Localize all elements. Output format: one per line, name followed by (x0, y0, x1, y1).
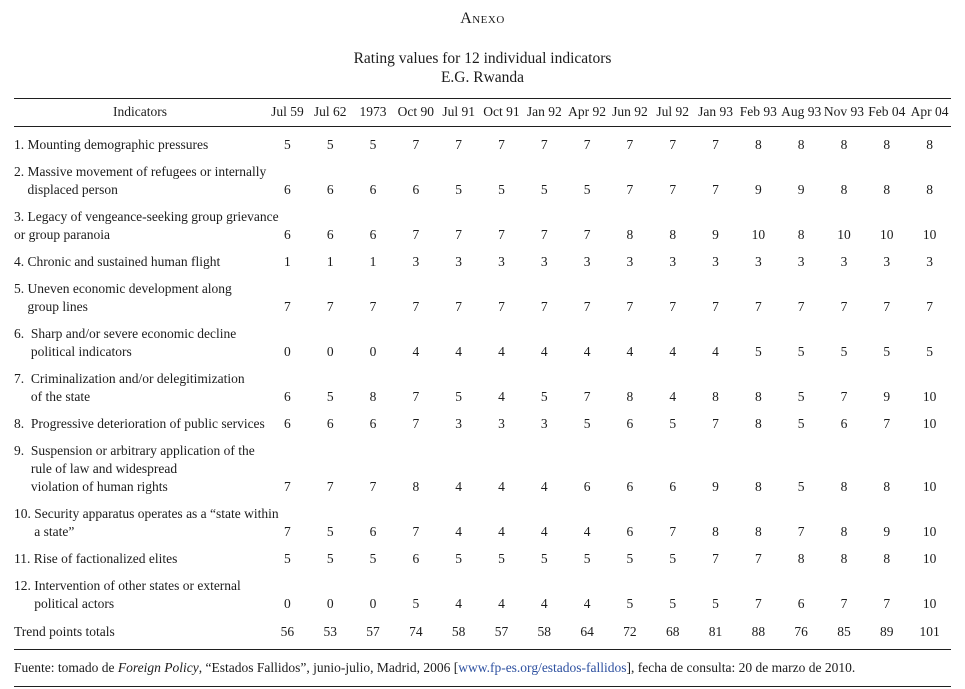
table-row (14, 199, 951, 244)
rating-value: 8 (883, 182, 891, 197)
rating-value: 8 (840, 551, 848, 566)
rating-value: 5 (583, 416, 591, 431)
source-text: Fuente: tomado de (14, 660, 118, 675)
rating-value: 7 (540, 227, 548, 242)
rating-value: 7 (797, 299, 805, 314)
total-value: 76 (780, 613, 823, 650)
source-note (14, 659, 951, 687)
rating-value: 5 (326, 389, 334, 404)
table-title-line2: E.G. Rwanda (440, 69, 525, 86)
column-header: Jan 92 (526, 104, 562, 119)
totals-row (14, 613, 951, 650)
rating-value: 7 (583, 227, 591, 242)
total-value: 85 (823, 613, 866, 650)
rating-value: 3 (412, 254, 420, 269)
totals-label: Trend points totals (14, 613, 266, 650)
rating-value: 7 (583, 137, 591, 152)
rating-value: 7 (626, 299, 634, 314)
rating-value: 9 (797, 182, 805, 197)
indicator-label: 1. Mounting demographic pressures (14, 137, 209, 152)
table-row (14, 433, 951, 496)
rating-value: 4 (540, 344, 548, 359)
rating-value: 7 (626, 182, 634, 197)
table-row (14, 361, 951, 406)
rating-value: 4 (455, 479, 463, 494)
rating-value: 0 (326, 344, 334, 359)
rating-value: 3 (797, 254, 805, 269)
table-title-line1: Rating values for 12 individual indicators (353, 50, 612, 67)
rating-value: 7 (840, 299, 848, 314)
rating-value: 7 (284, 479, 291, 494)
source-text: , “Estados Fallidos”, junio-julio, Madrid, 2006 [ (198, 660, 459, 675)
column-header: Jun 92 (612, 104, 648, 119)
column-header: Apr 04 (910, 104, 949, 119)
rating-value: 3 (498, 254, 505, 269)
table-row (14, 568, 951, 613)
rating-value: 10 (751, 227, 766, 242)
rating-value: 3 (455, 254, 463, 269)
rating-value: 5 (326, 137, 334, 152)
rating-value: 4 (455, 524, 463, 539)
rating-value: 6 (412, 551, 420, 566)
rating-value: 5 (797, 416, 805, 431)
rating-value: 5 (540, 551, 548, 566)
column-header: Apr 92 (568, 104, 607, 119)
indicator-label: 12. Intervention of other states or external political actors (14, 578, 241, 611)
rating-value: 7 (669, 524, 677, 539)
rating-value: 8 (754, 389, 762, 404)
rating-value: 3 (583, 254, 591, 269)
rating-value: 5 (926, 344, 933, 359)
rating-value: 7 (412, 416, 420, 431)
rating-value: 5 (669, 416, 677, 431)
rating-value: 7 (326, 299, 334, 314)
rating-value: 5 (797, 344, 805, 359)
column-header: Oct 91 (483, 104, 520, 119)
table-row (14, 316, 951, 361)
source-text: ], fecha de consulta: 20 de marzo de 2010. (626, 660, 856, 675)
indicators-table (14, 98, 951, 650)
rating-value: 8 (754, 137, 762, 152)
rating-value: 8 (754, 524, 762, 539)
rating-value: 7 (284, 524, 291, 539)
rating-value: 8 (926, 182, 933, 197)
rating-value: 7 (455, 299, 463, 314)
rating-value: 4 (712, 344, 719, 359)
indicator-label: 10. Security apparatus operates as a “state within a state” (14, 506, 279, 539)
rating-value: 5 (669, 596, 677, 611)
column-header: Nov 93 (823, 104, 865, 119)
total-value: 57 (480, 613, 523, 650)
rating-value: 1 (284, 254, 291, 269)
rating-value: 6 (840, 416, 848, 431)
rating-value: 7 (883, 416, 891, 431)
rating-value: 7 (455, 137, 463, 152)
rating-value: 5 (498, 182, 505, 197)
column-header: Jul 62 (313, 104, 347, 119)
indicator-label: 3. Legacy of vengeance-seeking group grievance or group paranoia (14, 209, 279, 242)
rating-value: 9 (883, 389, 891, 404)
rating-value: 5 (326, 524, 334, 539)
table-row (14, 271, 951, 316)
rating-value: 8 (883, 551, 891, 566)
rating-value: 1 (326, 254, 334, 269)
rating-value: 7 (712, 137, 719, 152)
rating-value: 7 (840, 389, 848, 404)
rating-value: 3 (883, 254, 891, 269)
rating-value: 10 (922, 596, 937, 611)
total-value: 56 (266, 613, 309, 650)
rating-value: 4 (455, 596, 463, 611)
rating-value: 6 (284, 227, 291, 242)
rating-value: 5 (583, 182, 591, 197)
rating-value: 0 (284, 596, 291, 611)
table-row (14, 496, 951, 541)
rating-value: 7 (498, 137, 505, 152)
rating-value: 4 (540, 479, 548, 494)
column-header-indicators: Indicators (113, 104, 167, 119)
rating-value: 8 (754, 479, 762, 494)
rating-value: 8 (926, 137, 933, 152)
column-header: Aug 93 (781, 104, 822, 119)
rating-value: 6 (626, 524, 634, 539)
rating-value: 6 (369, 182, 377, 197)
rating-value: 4 (498, 479, 505, 494)
annex-title: Anexo (460, 10, 505, 27)
rating-value: 7 (412, 389, 420, 404)
table-row (14, 127, 951, 155)
total-value: 58 (437, 613, 480, 650)
rating-value: 4 (498, 524, 505, 539)
rating-value: 4 (455, 344, 463, 359)
total-value: 53 (309, 613, 352, 650)
rating-value: 7 (712, 182, 719, 197)
rating-value: 7 (326, 479, 334, 494)
rating-value: 7 (498, 227, 505, 242)
rating-value: 7 (369, 299, 377, 314)
rating-value: 4 (412, 344, 420, 359)
rating-value: 3 (626, 254, 634, 269)
rating-value: 5 (455, 389, 463, 404)
rating-value: 4 (626, 344, 634, 359)
rating-value: 7 (840, 596, 848, 611)
rating-value: 8 (369, 389, 377, 404)
rating-value: 5 (498, 551, 505, 566)
rating-value: 5 (797, 479, 805, 494)
rating-value: 5 (540, 182, 548, 197)
rating-value: 4 (498, 389, 505, 404)
rating-value: 6 (669, 479, 677, 494)
rating-value: 6 (369, 416, 377, 431)
rating-value: 8 (412, 479, 420, 494)
indicator-label: 5. Uneven economic development along group lines (14, 281, 232, 314)
rating-value: 3 (540, 416, 548, 431)
rating-value: 6 (326, 416, 334, 431)
rating-value: 3 (669, 254, 677, 269)
rating-value: 5 (626, 551, 634, 566)
rating-value: 3 (754, 254, 762, 269)
total-value: 64 (566, 613, 609, 650)
rating-value: 5 (455, 182, 463, 197)
rating-value: 10 (922, 551, 937, 566)
rating-value: 7 (712, 551, 719, 566)
rating-value: 7 (498, 299, 505, 314)
rating-value: 4 (498, 344, 505, 359)
rating-value: 6 (284, 416, 291, 431)
rating-value: 7 (712, 416, 719, 431)
rating-value: 7 (883, 596, 891, 611)
rating-value: 3 (840, 254, 848, 269)
total-value: 89 (865, 613, 908, 650)
rating-value: 6 (326, 182, 334, 197)
rating-value: 0 (369, 596, 377, 611)
total-value: 58 (523, 613, 566, 650)
rating-value: 7 (369, 479, 377, 494)
rating-value: 8 (754, 416, 762, 431)
rating-value: 5 (540, 389, 548, 404)
rating-value: 7 (626, 137, 634, 152)
indicator-label: 7. Criminalization and/or delegitimization of the state (14, 371, 245, 404)
rating-value: 7 (455, 227, 463, 242)
column-header: Jul 59 (271, 104, 304, 119)
rating-value: 10 (837, 227, 851, 242)
rating-value: 3 (926, 254, 933, 269)
rating-value: 5 (369, 137, 377, 152)
rating-value: 5 (455, 551, 463, 566)
column-header: Feb 04 (868, 104, 906, 119)
rating-value: 3 (498, 416, 505, 431)
rating-value: 8 (626, 227, 634, 242)
total-value: 81 (694, 613, 737, 650)
rating-value: 6 (369, 227, 377, 242)
rating-value: 5 (840, 344, 848, 359)
column-header: Jul 91 (442, 104, 475, 119)
rating-value: 7 (797, 524, 805, 539)
rating-value: 5 (284, 551, 291, 566)
rating-value: 6 (369, 524, 377, 539)
rating-value: 7 (754, 299, 762, 314)
rating-value: 0 (369, 344, 377, 359)
rating-value: 8 (883, 479, 891, 494)
rating-value: 8 (840, 182, 848, 197)
rating-value: 5 (412, 596, 420, 611)
column-header: 1973 (359, 104, 387, 119)
rating-value: 0 (284, 344, 291, 359)
rating-value: 4 (540, 524, 548, 539)
total-value: 68 (651, 613, 694, 650)
rating-value: 8 (669, 227, 677, 242)
total-value: 74 (394, 613, 437, 650)
rating-value: 5 (883, 344, 891, 359)
source-link[interactable]: www.fp-es.org/estados-fallidos (458, 660, 627, 675)
rating-value: 7 (412, 524, 420, 539)
rating-value: 10 (922, 524, 937, 539)
rating-value: 1 (369, 254, 377, 269)
rating-value: 6 (284, 182, 291, 197)
rating-value: 5 (626, 596, 634, 611)
rating-value: 9 (712, 227, 719, 242)
rating-value: 3 (455, 416, 463, 431)
rating-value: 0 (326, 596, 334, 611)
rating-value: 8 (840, 137, 848, 152)
indicator-label: 4. Chronic and sustained human flight (14, 254, 221, 269)
table-row (14, 154, 951, 199)
rating-value: 8 (840, 524, 848, 539)
rating-value: 7 (669, 299, 677, 314)
rating-value: 8 (840, 479, 848, 494)
rating-value: 6 (583, 479, 591, 494)
rating-value: 7 (754, 551, 762, 566)
rating-value: 7 (412, 227, 420, 242)
rating-value: 4 (583, 524, 591, 539)
rating-value: 4 (669, 344, 677, 359)
rating-value: 5 (326, 551, 334, 566)
table-title (14, 49, 951, 87)
rating-value: 8 (626, 389, 634, 404)
rating-value: 4 (583, 344, 591, 359)
rating-value: 7 (754, 596, 762, 611)
rating-value: 3 (540, 254, 548, 269)
rating-value: 7 (583, 389, 591, 404)
rating-value: 4 (540, 596, 548, 611)
rating-value: 8 (797, 551, 805, 566)
rating-value: 5 (712, 596, 719, 611)
rating-value: 7 (540, 137, 548, 152)
rating-value: 8 (797, 227, 805, 242)
rating-value: 6 (626, 416, 634, 431)
rating-value: 7 (412, 299, 420, 314)
rating-value: 3 (712, 254, 719, 269)
total-value: 57 (352, 613, 395, 650)
rating-value: 4 (583, 596, 591, 611)
rating-value: 7 (669, 182, 677, 197)
rating-value: 7 (412, 137, 420, 152)
total-value: 72 (609, 613, 652, 650)
rating-value: 10 (922, 389, 937, 404)
rating-value: 4 (498, 596, 505, 611)
column-header: Jul 92 (656, 104, 690, 119)
rating-value: 8 (797, 137, 805, 152)
total-value: 101 (908, 613, 951, 650)
rating-value: 8 (712, 389, 719, 404)
column-header: Oct 90 (397, 104, 435, 119)
rating-value: 9 (712, 479, 719, 494)
rating-value: 9 (754, 182, 762, 197)
rating-value: 4 (669, 389, 677, 404)
rating-value: 7 (284, 299, 291, 314)
column-header: Feb 93 (739, 104, 777, 119)
total-value: 88 (737, 613, 780, 650)
rating-value: 7 (883, 299, 891, 314)
rating-value: 5 (754, 344, 762, 359)
rating-value: 10 (922, 479, 937, 494)
rating-value: 10 (880, 227, 894, 242)
rating-value: 6 (412, 182, 420, 197)
column-header: Jan 93 (698, 104, 733, 119)
indicator-label: 9. Suspension or arbitrary application of the rule of law and widespread violation of human rights (14, 443, 255, 494)
table-row (14, 406, 951, 433)
rating-value: 9 (883, 524, 891, 539)
indicator-label: 8. Progressive deterioration of public services (14, 416, 265, 431)
indicator-label: 6. Sharp and/or severe economic decline political indicators (14, 326, 237, 359)
rating-value: 6 (284, 389, 291, 404)
rating-value: 10 (922, 416, 937, 431)
rating-value: 5 (669, 551, 677, 566)
rating-value: 8 (883, 137, 891, 152)
rating-value: 5 (369, 551, 377, 566)
rating-value: 7 (926, 299, 933, 314)
rating-value: 6 (626, 479, 634, 494)
rating-value: 7 (712, 299, 719, 314)
rating-value: 10 (922, 227, 937, 242)
rating-value: 6 (326, 227, 334, 242)
rating-value: 7 (583, 299, 591, 314)
journal-title: Foreign Policy (117, 660, 199, 675)
rating-value: 5 (797, 389, 805, 404)
table-header-row (14, 99, 951, 127)
table-row (14, 244, 951, 271)
rating-value: 7 (669, 137, 677, 152)
rating-value: 5 (583, 551, 591, 566)
rating-value: 8 (712, 524, 719, 539)
table-row (14, 541, 951, 568)
rating-value: 6 (797, 596, 805, 611)
rating-value: 5 (284, 137, 291, 152)
indicator-label: 11. Rise of factionalized elites (14, 551, 178, 566)
indicator-label: 2. Massive movement of refugees or internally displaced person (14, 164, 267, 197)
rating-value: 7 (540, 299, 548, 314)
